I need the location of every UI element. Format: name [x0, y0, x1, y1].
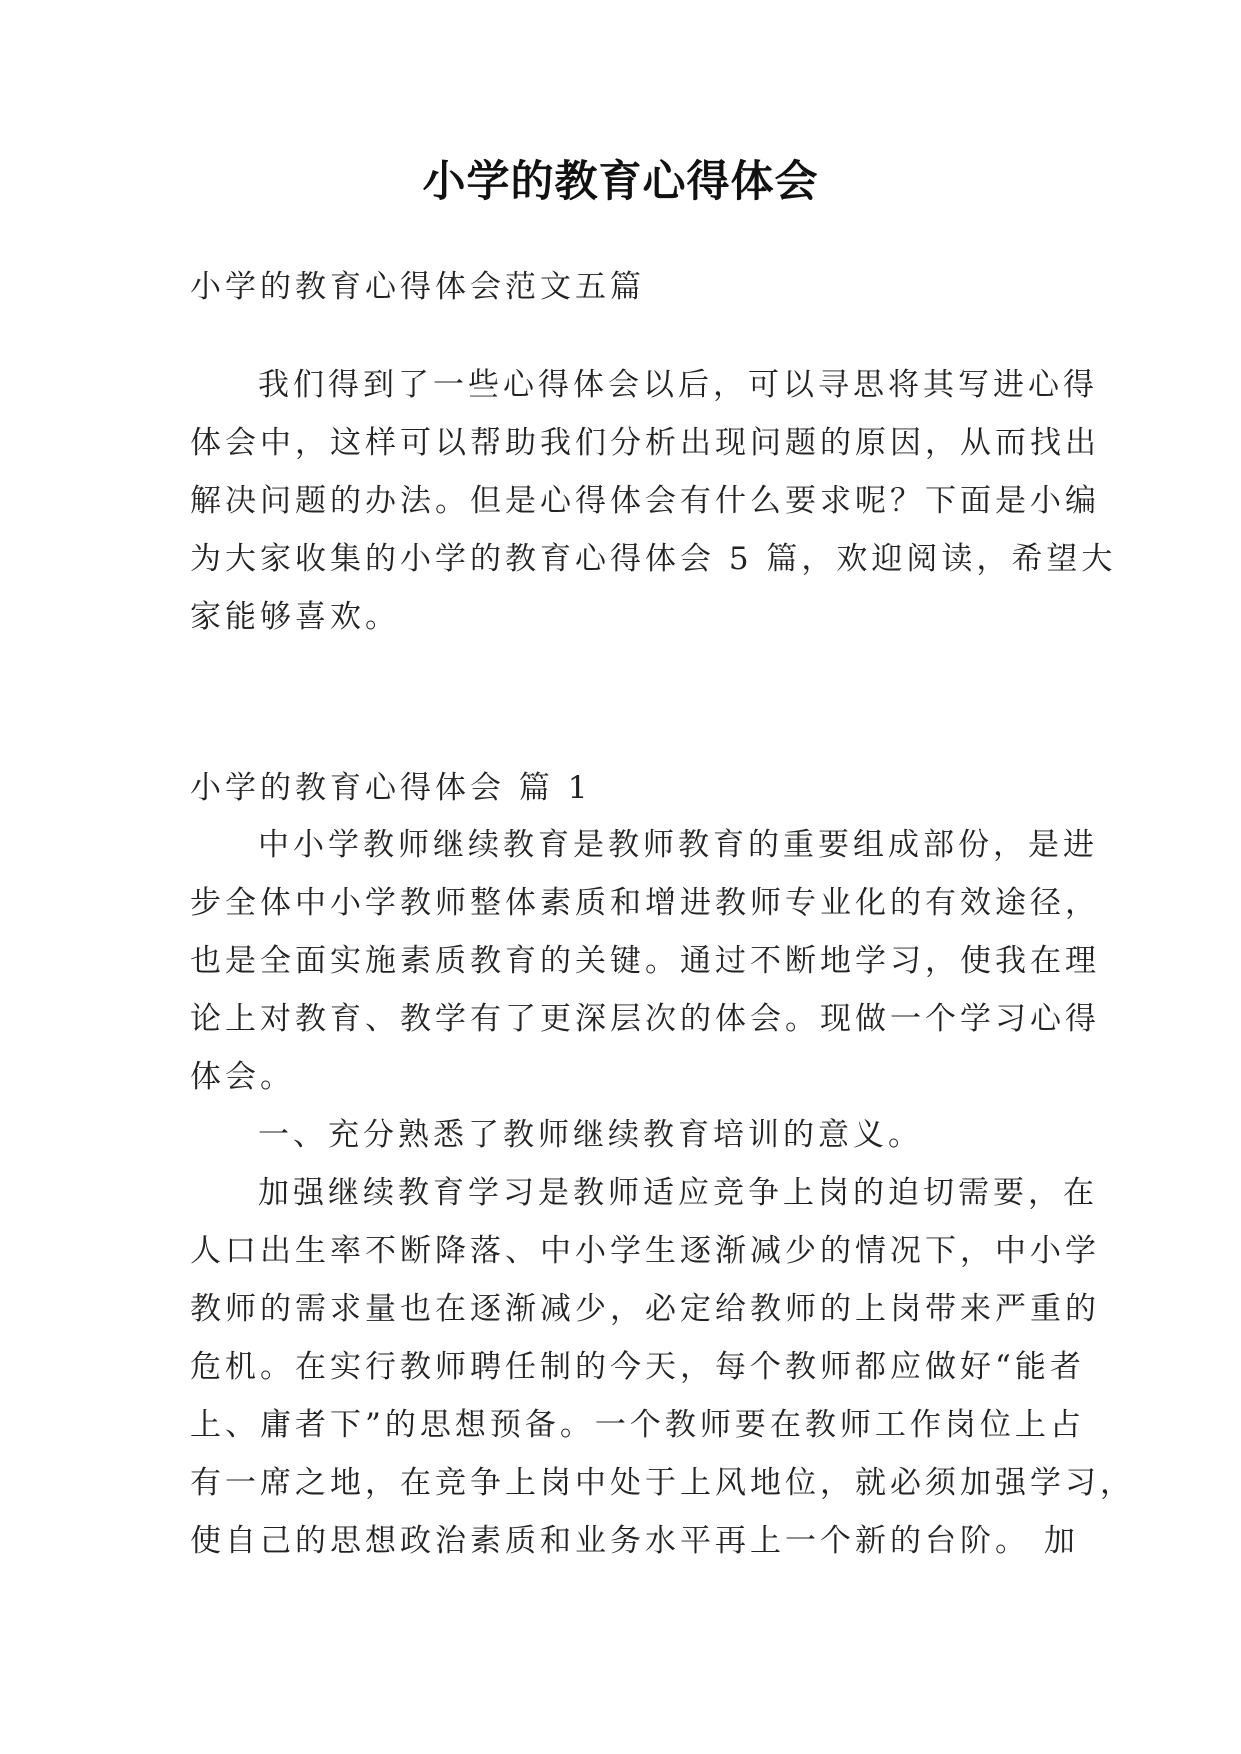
paragraph-2	[190, 1164, 1135, 1570]
paragraph-line: 论上对教育、教学有了更深层次的体会。现做一个学习心得	[190, 1001, 1100, 1037]
paragraph-line: 有一席之地，在竞争上岗中处于上风地位，就必须加强学习，	[190, 1465, 1135, 1501]
paragraph-line: 使自己的思想政治素质和业务水平再上一个新的台阶。 加	[190, 1523, 1079, 1559]
paragraph-line: 步全体中小学教师整体素质和增进教师专业化的有效途径，	[190, 885, 1100, 921]
document-title: 小学的教育心得体会	[422, 157, 819, 207]
intro-line: 为大家收集的小学的教育心得体会 5 篇，欢迎阅读，希望大	[190, 541, 1117, 577]
paragraph-line: 人口出生率不断降落、中小学生逐渐减少的情况下，中小学	[190, 1233, 1100, 1269]
paragraph-line: 也是全面实施素质教育的关键。通过不断地学习，使我在理	[190, 943, 1100, 979]
section-heading: 小学的教育心得体会 篇 1	[190, 770, 592, 806]
intro-paragraph	[190, 356, 1117, 646]
paragraph-line: 教师的需求量也在逐渐减少，必定给教师的上岗带来严重的	[190, 1291, 1100, 1327]
paragraph-line: 危机。在实行教师聘任制的今天，每个教师都应做好“能者	[190, 1349, 1085, 1385]
intro-line: 体会中，这样可以帮助我们分析出现问题的原因，从而找出	[190, 425, 1100, 461]
paragraph-line: 加强继续教育学习是教师适应竞争上岗的迫切需要，在	[258, 1175, 1098, 1211]
intro-line: 家能够喜欢。	[190, 599, 400, 635]
intro-line: 我们得到了一些心得体会以后，可以寻思将其写进心得	[258, 367, 1098, 403]
paragraph-line: 中小学教师继续教育是教师教育的重要组成部份，是进	[258, 827, 1098, 863]
point-1-heading: 一、充分熟悉了教师继续教育培训的意义。	[258, 1117, 923, 1153]
intro-line: 解决问题的办法。但是心得体会有什么要求呢？下面是小编	[190, 483, 1100, 519]
paragraph-line: 体会。	[190, 1059, 295, 1095]
document-subtitle: 小学的教育心得体会范文五篇	[190, 269, 645, 305]
paragraph-1	[190, 816, 1100, 1106]
paragraph-line: 上、庸者下”的思想预备。一个教师要在教师工作岗位上占	[190, 1407, 1085, 1443]
